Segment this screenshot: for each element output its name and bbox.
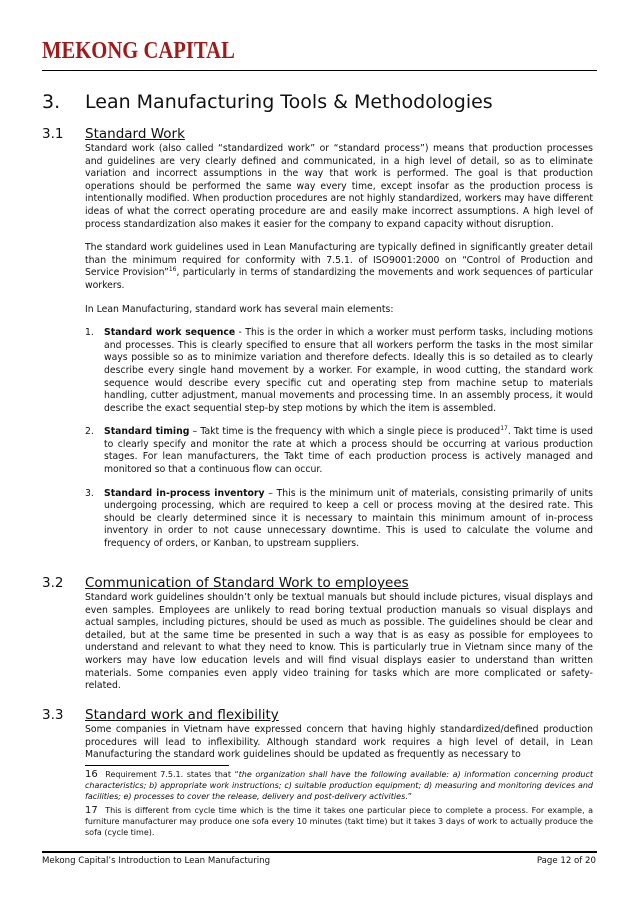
section-number: 3.1	[42, 126, 64, 142]
list-item-term: Standard work sequence	[104, 327, 236, 339]
chapter-heading	[42, 91, 493, 113]
section-number: 3.2	[42, 575, 64, 591]
list-item-term: Standard timing	[104, 426, 190, 438]
list-item	[85, 488, 593, 551]
footnote-ref: 17	[500, 425, 508, 433]
list-item	[85, 426, 593, 476]
section-title: Standard work and flexibility	[85, 707, 279, 723]
elements-list	[85, 327, 593, 551]
section-number: 3.3	[42, 707, 64, 723]
footnote-divider	[85, 765, 229, 766]
footnote-text: .”	[405, 792, 412, 802]
footnote-number: 17	[85, 804, 98, 816]
section-body-3-1	[85, 143, 593, 562]
footnote-quote: the organization shall have the following available: a) information concerning product characteristics; b) appropriate work instructions; c) suitable production equipment; d) measuring and monitoring devices and facilities; e) processes to cover the release, delivery and post-delivery activities	[85, 770, 594, 802]
section-body-3-2	[85, 592, 593, 704]
footnotes	[85, 769, 593, 840]
chapter-number: 3.	[42, 91, 61, 113]
company-logo: MEKONG CAPITAL	[42, 38, 235, 64]
footnote-16	[85, 769, 593, 803]
footer-divider	[42, 851, 597, 853]
paragraph: Standard work (also called “standardized work” or “standard process”) means that production processes and guidelines are very clearly defined and communicated, in a high level of detail, so as to eliminate variation and incorrect assumptions in the way that work is performed. The goal is that production operations should be performed the same way every time, except insofar as the production process is intentionally modified. When production procedures are not highly standardized, workers may have different ideas of what the correct operating procedure are and easily make incorrect assumptions. A high level of process standardization also makes it easier for the company to expand capacity without disruption.	[85, 143, 593, 230]
footnote-text: This is different from cycle time which is the time it takes one particular piece to complete a process. For example, a furniture manufacturer may produce one sofa every 10 minutes (takt time) but it takes 3 days of work to actually produce the sofa (cycle time).	[85, 805, 593, 838]
list-item-text: - This is the order in which a worker must perform tasks, including motions and processes. This is clearly specified to ensure that all workers perform the tasks in the most similar ways possible so as to minimize variation and therefore defects. Ideally this is so detailed as to clearly describe every single hand movement by a worker. For example, in wood cutting, the standard work sequence would describe every specific cut and operating step from machine setup to materials handling, cutter adjustment, manual movements and processing time. In an assembly process, it would describe the exact sequential step-by step motions by which the item is assembled.	[104, 327, 593, 414]
footer-title: Mekong Capital’s Introduction to Lean Manufacturing	[42, 856, 271, 866]
section-title: Communication of Standard Work to employees	[85, 575, 409, 591]
section-title: Standard Work	[85, 126, 185, 142]
page-number: Page 12 of 20	[536, 856, 596, 866]
chapter-title: Lean Manufacturing Tools & Methodologies	[85, 91, 493, 113]
list-item-term: Standard in-process inventory	[104, 487, 265, 499]
footnote-ref: 16	[168, 266, 177, 274]
paragraph: Some companies in Vietnam have expressed concern that having highly standardized/defined production procedures will lead to inflexibility. Although standard work requires a high level of detail, in Lean Manufacturing the standard work guidelines should be updated as frequently as necessary to	[85, 724, 593, 761]
header-divider	[42, 70, 597, 71]
section-heading-3-2	[42, 575, 409, 591]
paragraph	[85, 242, 593, 292]
footnote-text: Requirement 7.5.1. states that “	[101, 770, 239, 779]
section-heading-3-3	[42, 707, 279, 723]
paragraph: Standard work guidelines shouldn’t only be textual manuals but should include pictures, visual displays and even samples. Employees are unlikely to read boring textual production manuals so visual displays and actual samples, including pictures, should be used as much as possible. The guidelines should be clear and detailed, but at the same time be presented in such a way that is as easy as possible for employees to understand and relevant to what they need to know. This is particularly true in Vietnam since many of the workers may have low education levels and will find visual displays easier to understand than written materials. Some companies even apply video training for tasks which are more complicated or safety-related.	[85, 592, 593, 692]
list-item-text: – This is the minimum unit of materials, consisting primarily of units undergoing processing, which are required to keep a cell or process moving at the desired rate. This should be clearly determined since it is necessary to maintain this minimum amount of in-process inventory in order to not cause unnecessary downtime. This is used to calculate the volume and frequency of orders, or Kanban, to upstream suppliers.	[104, 487, 593, 550]
list-number: 3.	[85, 487, 94, 499]
list-number: 1.	[85, 327, 94, 339]
paragraph-text: The standard work guidelines used in Lean Manufacturing are typically defined in significantly greater detail than the minimum required for conformity with 7.5.1. of ISO9001:2000 on “Control of Production and Service Provision”	[85, 242, 593, 279]
list-item-text: – Takt time is the frequency with which a single piece is produced	[189, 426, 501, 438]
paragraph-text: , particularly in terms of standardizing the movements and work sequences of particular workers.	[85, 267, 593, 291]
footnote-17	[85, 805, 593, 839]
list-item	[85, 327, 593, 415]
section-body-3-3	[85, 724, 593, 762]
footnote-number: 16	[85, 769, 98, 780]
list-item-text: . Takt time is used to clearly specify and monitor the rate at which a process should be occurring at various production stages. For lean manufacturers, the Takt time of each production process is actively managed and monitored so that a continuous flow can occur.	[104, 426, 593, 476]
paragraph: In Lean Manufacturing, standard work has several main elements:	[85, 303, 394, 315]
list-number: 2.	[85, 426, 94, 438]
section-heading-3-1	[42, 126, 185, 142]
